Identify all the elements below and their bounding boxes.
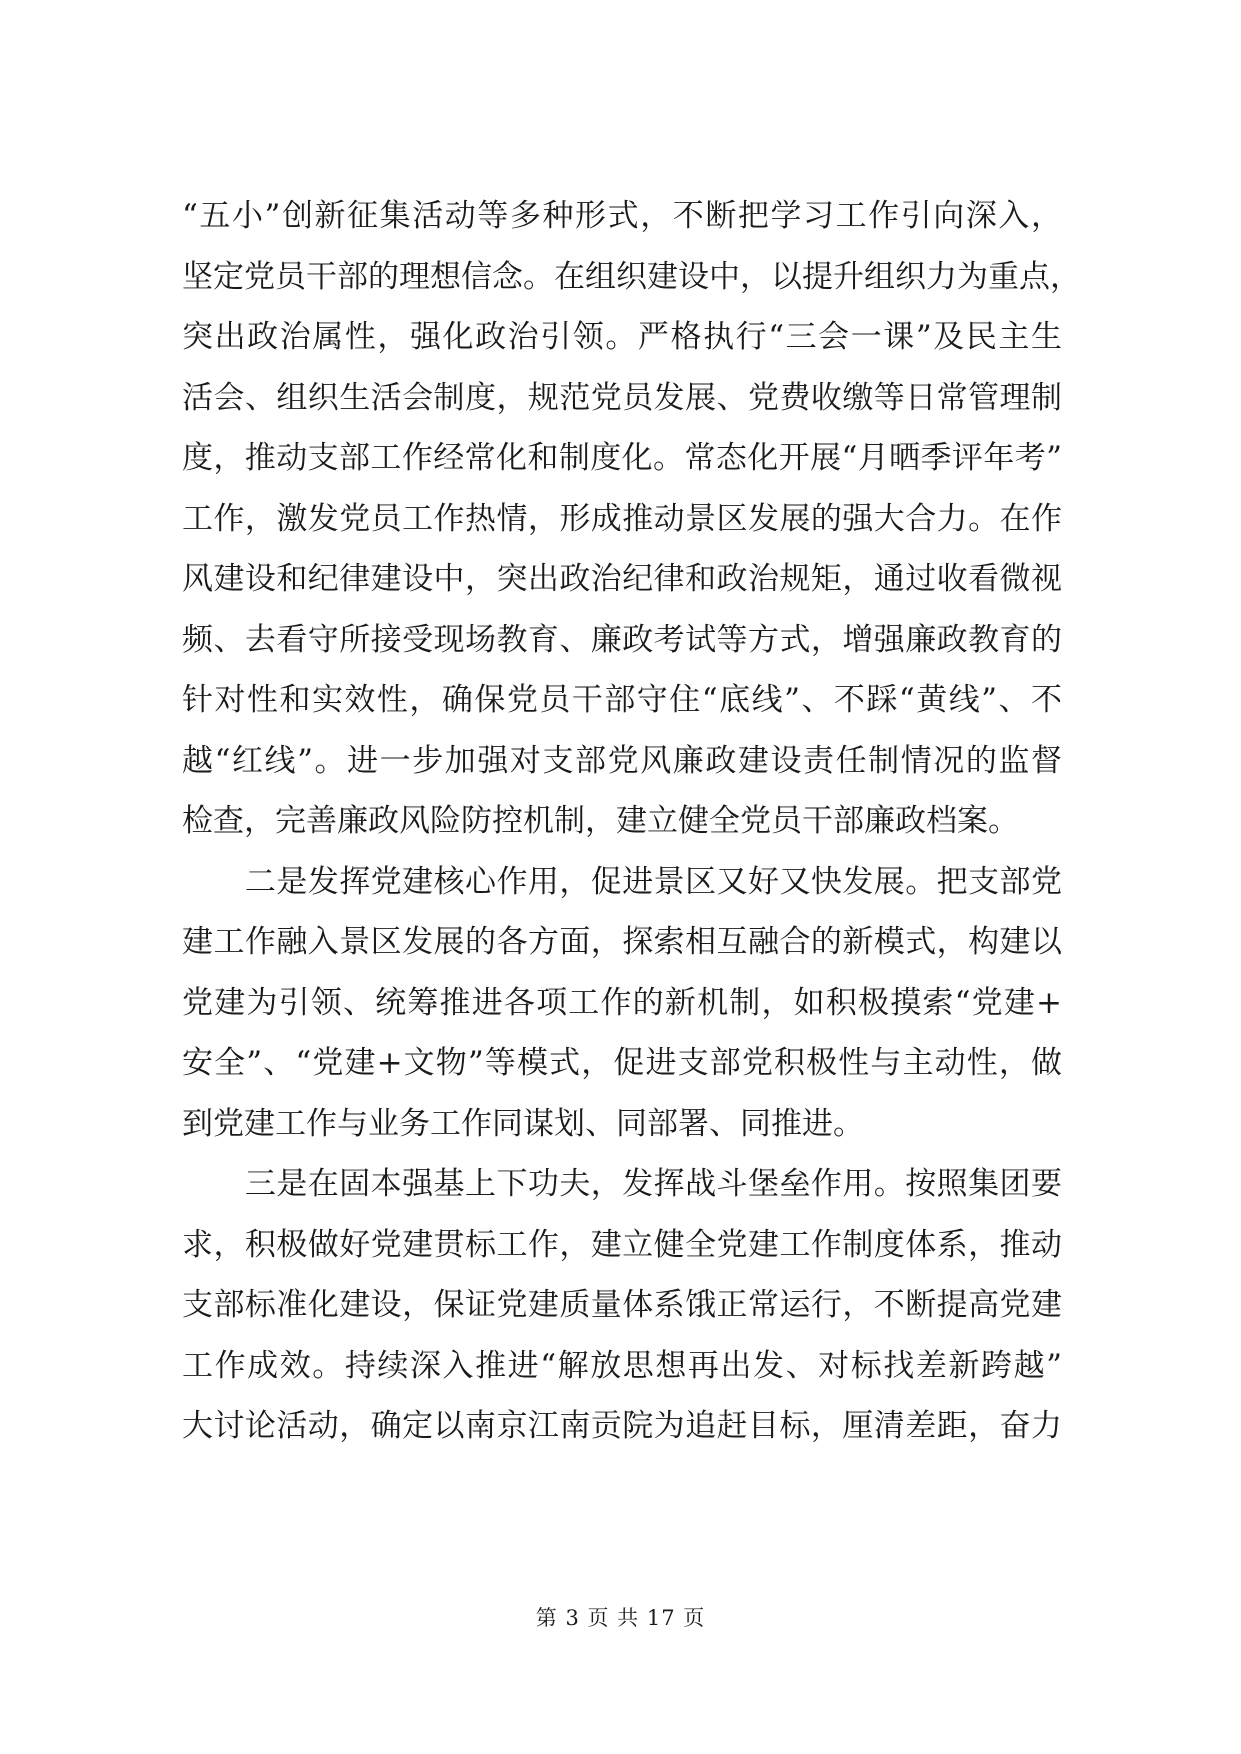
text-line: 二是发挥党建核心作用，促进景区又好又快发展。把支部党 <box>182 863 1062 900</box>
text-line: 频、去看守所接受现场教育、廉政考试等方式，增强廉政教育的 <box>182 621 1062 658</box>
text-line: 工作，激发党员工作热情，形成推动景区发展的强大合力。在作 <box>182 500 1062 537</box>
text-line: 到党建工作与业务工作同谋划、同部署、同推进。 <box>182 1105 864 1142</box>
text-line: 针对性和实效性，确保党员干部守住“底线”、不踩“黄线”、不 <box>182 682 1062 718</box>
text-line: 度，推动支部工作经常化和制度化。常态化开展“月晒季评年考” <box>182 440 1062 476</box>
text-line: 安全”、“党建+文物”等模式，促进支部党积极性与主动性，做 <box>182 1045 1062 1081</box>
text-line: 坚定党员干部的理想信念。在组织建设中，以提升组织力为重点， <box>182 258 1081 295</box>
text-line: 突出政治属性，强化政治引领。严格执行“三会一课”及民主生 <box>182 319 1062 355</box>
text-line: 活会、组织生活会制度，规范党员发展、党费收缴等日常管理制 <box>182 379 1062 416</box>
text-line: 支部标准化建设，保证党建质量体系饿正常运行，不断提高党建 <box>182 1287 1062 1323</box>
text-line: 党建为引领、统筹推进各项工作的新机制，如积极摸索“党建+ <box>182 984 1062 1021</box>
text-line: 检查，完善廉政风险防控机制，建立健全党员干部廉政档案。 <box>182 803 1019 839</box>
page-number-footer: 第 3 页 共 17 页 <box>535 1606 706 1630</box>
text-line: 求，积极做好党建贯标工作，建立健全党建工作制度体系，推动 <box>182 1226 1062 1263</box>
text-line: “五小”创新征集活动等多种形式，不断把学习工作引向深入， <box>182 198 1062 234</box>
text-line: 风建设和纪律建设中，突出政治纪律和政治规矩，通过收看微视 <box>182 561 1062 597</box>
body-text <box>182 186 1081 1457</box>
text-line: 大讨论活动，确定以南京江南贡院为追赶目标，厘清差距，奋力 <box>182 1408 1062 1444</box>
text-line: 建工作融入景区发展的各方面，探索相互融合的新模式，构建以 <box>182 924 1062 960</box>
text-line: 工作成效。持续深入推进“解放思想再出发、对标找差新跨越” <box>182 1347 1062 1384</box>
text-line: 三是在固本强基上下功夫，发挥战斗堡垒作用。按照集团要 <box>182 1166 1062 1202</box>
text-line: 越“红线”。进一步加强对支部党风廉政建设责任制情况的监督 <box>182 742 1062 779</box>
